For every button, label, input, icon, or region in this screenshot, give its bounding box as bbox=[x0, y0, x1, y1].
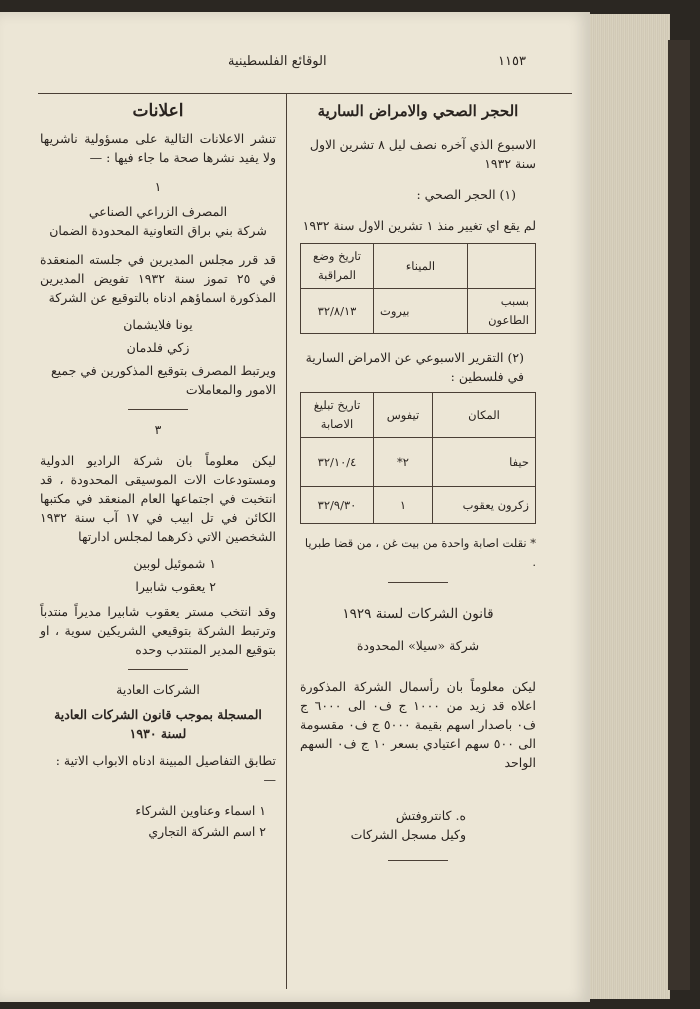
quarantine-table: الميناء تاريخ وضع المراقبة بسبب الطاعون بيروت ٣٢/٨/١٣ bbox=[300, 243, 536, 334]
page-number: ١١٥٣ bbox=[498, 54, 526, 69]
divider bbox=[128, 409, 188, 410]
director-notice: وقد انتخب مستر يعقوب شابيرا مديراً منتدباً وترتبط الشركة بتوقيعي الشريكين سوية ، او بتوقيع المدير المنتدب وحده bbox=[40, 604, 276, 657]
footnote: * نقلت اصابة واحدة من بيت غن ، من قضا طبريا . bbox=[304, 536, 536, 569]
section-2: (٢) التقرير الاسبوعي عن الامراض السارية في فلسطين : bbox=[305, 350, 524, 384]
book-page-edges bbox=[590, 14, 670, 999]
right-column bbox=[300, 102, 536, 871]
divider bbox=[128, 669, 188, 670]
member-name: ١ شموئيل لوبين bbox=[133, 556, 216, 571]
section-heading: الشركات العادية bbox=[116, 682, 200, 697]
radio-notice: ليكن معلوماً بان شركة الراديو الدولية ومستودعات الات الموسيقى المحدودة ، قد انتخبت في اجتماعها العام المنعقد في مكتبها الكائن في تل ابيب في ١٧ آب سنة ١٩٣٢ الشخصين الاتي ذكرهما لمجلس ادارتها bbox=[40, 453, 276, 544]
signatory-name: زكي فلدمان bbox=[126, 340, 190, 355]
section-1: (١) الحجر الصحي : bbox=[416, 187, 516, 202]
book-binding bbox=[668, 40, 690, 990]
table-row: بسبب الطاعون bbox=[468, 289, 536, 334]
ads-title: اعلانات bbox=[132, 101, 184, 121]
details-intro: تطابق التفاصيل المبينة ادناه الابواب الاتية : — bbox=[55, 753, 276, 787]
ads-intro: تنشر الاعلانات التالية على مسؤولية ناشريها ولا يفيد نشرها صحة ما جاء فيها : — bbox=[40, 131, 276, 165]
bank-company: شركة بني براق التعاونية المحدودة الضمان bbox=[49, 223, 267, 238]
notice-number: ١ bbox=[154, 179, 162, 194]
document-page bbox=[0, 12, 590, 1002]
disease-table: المكان تيفوس تاريخ تبليغ الاصابة حيفا ٢* ٣٢/١٠/٤ زكرون يعقوب ١ ٣٢/٩/٣٠ bbox=[300, 392, 536, 524]
company-name: شركة «سيلا» المحدودة bbox=[356, 638, 480, 653]
week-text: الاسبوع الذي آخره نصف ليل ٨ تشرين الاول سنة ١٩٣٢ bbox=[309, 137, 536, 171]
bank-name: المصرف الزراعي الصناعي bbox=[88, 204, 228, 219]
section-subheading: المسجلة بموجب قانون الشركات العادية لسنة ١٩٣٠ bbox=[54, 707, 262, 741]
divider bbox=[388, 860, 448, 861]
capital-notice: ليكن معلوماً بان رأسمال الشركة المذكورة اعلاه قد زيد من ١٠٠٠ ج ف٠ الى ٦٠٠٠ ج ف٠ باصدار اسهم بقيمة ٥٠٠٠ ج ف٠ مقسومة الى ٥٠٠ سهم اعتيادي بسعر ١٠ ج ف٠ السهم الواحد bbox=[300, 679, 536, 770]
bank-notice: قد قرر مجلس المديرين في جلسته المنعقدة في ٢٥ تموز سنة ١٩٣٢ تفويض المديرين المذكورة اسماؤهم ادناه بالتوقيع عن الشركة bbox=[40, 252, 276, 305]
list-item: ١ اسماء وعناوين الشركاء bbox=[135, 803, 266, 818]
column-rule bbox=[286, 94, 287, 989]
signature-title: وكيل مسجل الشركات bbox=[350, 827, 466, 842]
member-name: ٢ يعقوب شابيرا bbox=[135, 579, 216, 594]
no-change-text: لم يقع اي تغيير منذ ١ تشرين الاول سنة ١٩٣٢ bbox=[302, 218, 536, 233]
table-row: زكرون يعقوب bbox=[433, 487, 536, 524]
header-rule bbox=[38, 93, 572, 94]
list-item: ٢ اسم الشركة التجاري bbox=[148, 824, 266, 839]
notice-number: ٣ bbox=[154, 422, 162, 437]
signatory-name: يونا فلايشمان bbox=[123, 317, 193, 332]
bank-notice-end: ويرتبط المصرف بتوقيع المذكورين في جميع الامور والمعاملات bbox=[51, 363, 276, 397]
table-row: حيفا bbox=[433, 438, 536, 487]
left-column bbox=[40, 102, 276, 841]
journal-title: الوقائع الفلسطينية bbox=[228, 54, 327, 69]
quarantine-title: الحجر الصحي والامراض السارية bbox=[317, 102, 519, 120]
signature-name: ه. كانتروفتش bbox=[395, 808, 466, 823]
divider bbox=[388, 582, 448, 583]
law-heading: قانون الشركات لسنة ١٩٢٩ bbox=[342, 606, 494, 622]
